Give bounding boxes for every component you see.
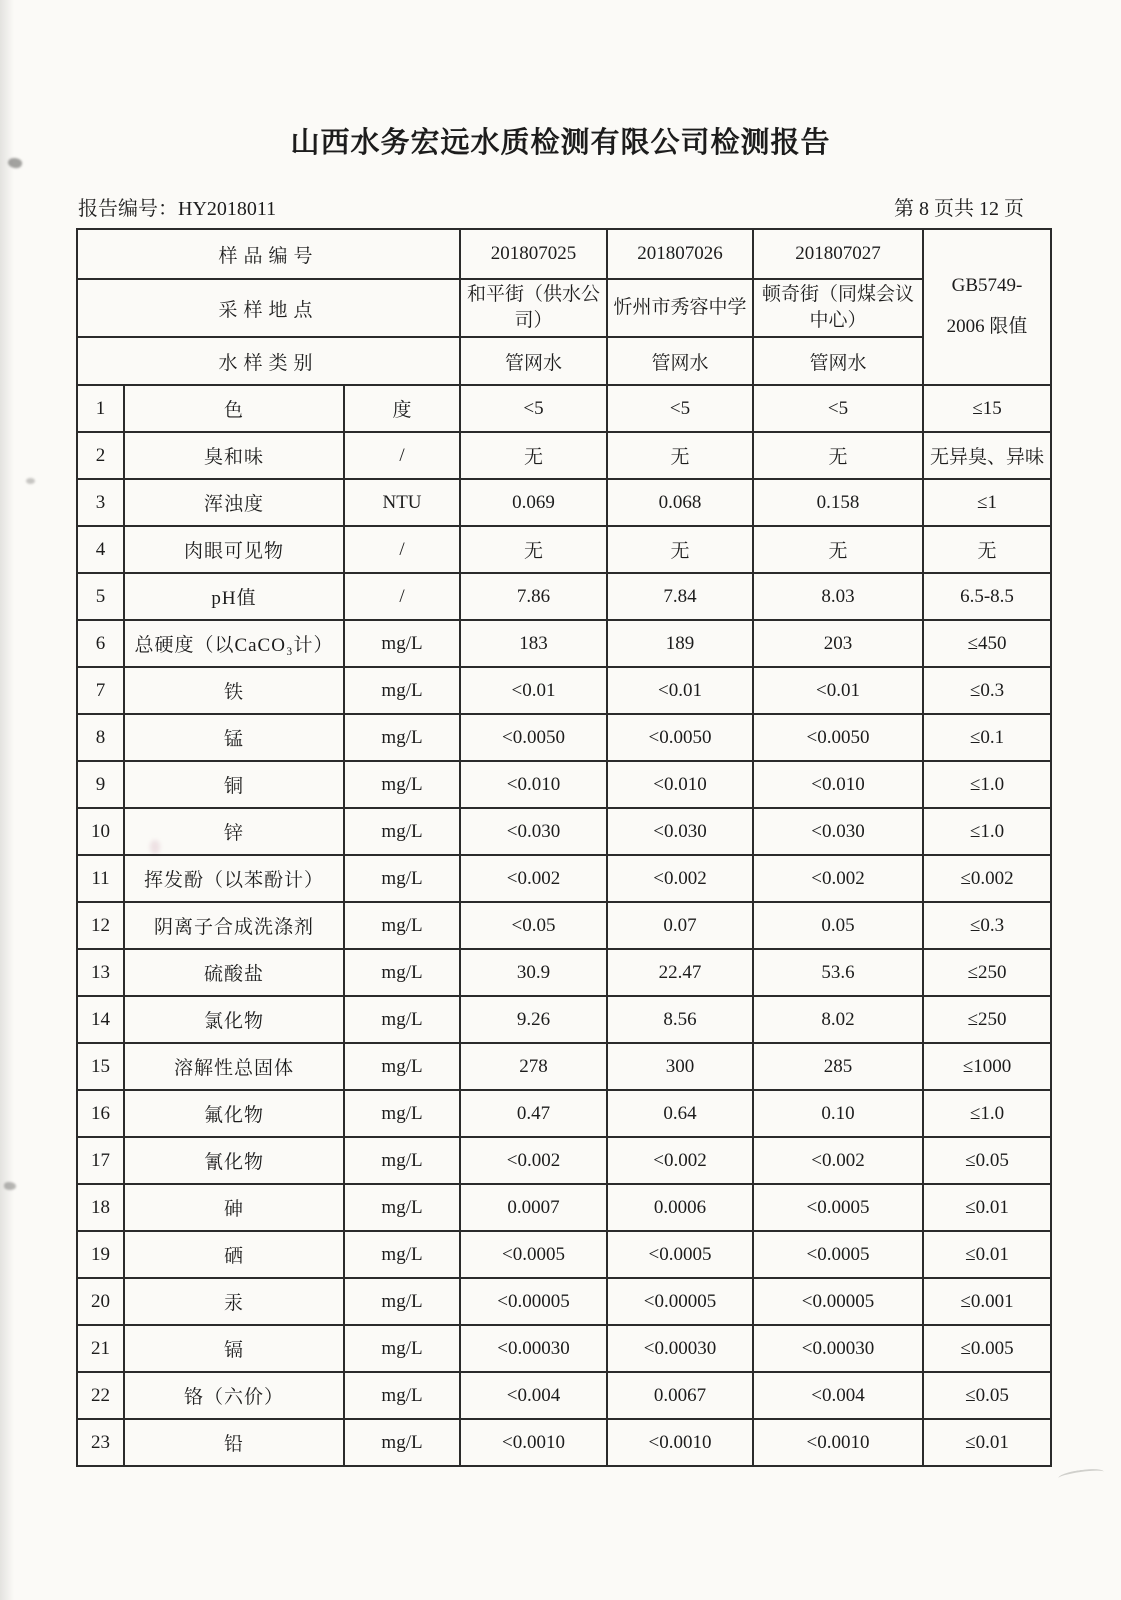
row-number: 7 xyxy=(77,667,124,714)
param-name: 镉 xyxy=(124,1325,344,1372)
row-number: 17 xyxy=(77,1137,124,1184)
report-number: 报告编号：HY2018011 xyxy=(78,198,277,220)
value-sample-2: <0.030 xyxy=(607,808,753,855)
param-name: 锰 xyxy=(124,714,344,761)
limit-value: ≤0.001 xyxy=(923,1278,1051,1325)
value-sample-3: <0.002 xyxy=(753,1137,923,1184)
table-row xyxy=(77,1184,1051,1231)
param-unit: mg/L xyxy=(344,902,460,949)
page-title: 山西水务宏远水质检测有限公司检测报告 xyxy=(290,127,831,159)
row-number: 12 xyxy=(77,902,124,949)
table-row xyxy=(77,1137,1051,1184)
table-row xyxy=(77,667,1051,714)
value-sample-3: <0.030 xyxy=(753,808,923,855)
limit-value: ≤15 xyxy=(923,385,1051,432)
param-unit: / xyxy=(344,526,460,573)
page-indicator: 第 8 页共 12 页 xyxy=(894,198,1024,220)
limit-value: ≤450 xyxy=(923,620,1051,667)
table-row xyxy=(77,479,1051,526)
row-number: 23 xyxy=(77,1419,124,1466)
value-sample-3: <0.0005 xyxy=(753,1231,923,1278)
value-sample-2: 无 xyxy=(607,526,753,573)
row-number: 5 xyxy=(77,573,124,620)
limit-value: ≤250 xyxy=(923,949,1051,996)
table-row xyxy=(77,949,1051,996)
value-sample-1: <0.0005 xyxy=(460,1231,607,1278)
value-sample-2: 8.56 xyxy=(607,996,753,1043)
limit-value: ≤0.01 xyxy=(923,1184,1051,1231)
value-sample-1: 278 xyxy=(460,1043,607,1090)
location-label: 采样地点 xyxy=(77,279,460,337)
value-sample-3: 无 xyxy=(753,432,923,479)
limit-value: ≤0.05 xyxy=(923,1372,1051,1419)
value-sample-3: <0.00030 xyxy=(753,1325,923,1372)
value-sample-2: 0.0067 xyxy=(607,1372,753,1419)
table-row xyxy=(77,1043,1051,1090)
limit-value: ≤0.3 xyxy=(923,902,1051,949)
row-number: 10 xyxy=(77,808,124,855)
scan-smudge xyxy=(4,1182,16,1190)
sample-id-2: 201807026 xyxy=(607,229,753,279)
scan-smudge xyxy=(1058,1467,1105,1483)
value-sample-3: 0.10 xyxy=(753,1090,923,1137)
row-number: 19 xyxy=(77,1231,124,1278)
table-row xyxy=(77,1090,1051,1137)
row-number: 2 xyxy=(77,432,124,479)
report-meta xyxy=(78,192,1024,221)
value-sample-2: <0.0005 xyxy=(607,1231,753,1278)
table-row xyxy=(77,1372,1051,1419)
value-sample-3: <0.0010 xyxy=(753,1419,923,1466)
value-sample-2: 0.068 xyxy=(607,479,753,526)
value-sample-3: <0.010 xyxy=(753,761,923,808)
value-sample-2: <0.0010 xyxy=(607,1419,753,1466)
value-sample-1: 0.47 xyxy=(460,1090,607,1137)
value-sample-1: <0.0010 xyxy=(460,1419,607,1466)
value-sample-2: <0.002 xyxy=(607,1137,753,1184)
header-row-location xyxy=(77,279,1051,337)
param-name: 阴离子合成洗涤剂 xyxy=(124,902,344,949)
param-unit: mg/L xyxy=(344,1231,460,1278)
table-row xyxy=(77,385,1051,432)
row-number: 8 xyxy=(77,714,124,761)
table-row xyxy=(77,573,1051,620)
param-name: 硒 xyxy=(124,1231,344,1278)
value-sample-3: <0.00005 xyxy=(753,1278,923,1325)
param-name: 铜 xyxy=(124,761,344,808)
water-type-3: 管网水 xyxy=(753,337,923,385)
table-row xyxy=(77,1419,1051,1466)
value-sample-2: 0.07 xyxy=(607,902,753,949)
value-sample-1: <0.00005 xyxy=(460,1278,607,1325)
param-unit: mg/L xyxy=(344,1043,460,1090)
value-sample-3: <0.002 xyxy=(753,855,923,902)
row-number: 6 xyxy=(77,620,124,667)
value-sample-1: 0.069 xyxy=(460,479,607,526)
results-table xyxy=(76,228,1052,1467)
limit-value: ≤0.002 xyxy=(923,855,1051,902)
param-name: 色 xyxy=(124,385,344,432)
table-row xyxy=(77,808,1051,855)
param-name: 臭和味 xyxy=(124,432,344,479)
value-sample-2: <0.002 xyxy=(607,855,753,902)
value-sample-1: <5 xyxy=(460,385,607,432)
row-number: 21 xyxy=(77,1325,124,1372)
param-unit: mg/L xyxy=(344,1137,460,1184)
value-sample-1: 无 xyxy=(460,526,607,573)
limit-value: ≤0.1 xyxy=(923,714,1051,761)
row-number: 16 xyxy=(77,1090,124,1137)
row-number: 9 xyxy=(77,761,124,808)
param-name: pH值 xyxy=(124,573,344,620)
value-sample-1: 30.9 xyxy=(460,949,607,996)
value-sample-2: 189 xyxy=(607,620,753,667)
value-sample-3: <0.01 xyxy=(753,667,923,714)
sample-id-3: 201807027 xyxy=(753,229,923,279)
value-sample-2: <0.01 xyxy=(607,667,753,714)
value-sample-2: <0.00005 xyxy=(607,1278,753,1325)
limit-value: ≤0.005 xyxy=(923,1325,1051,1372)
table-row xyxy=(77,1231,1051,1278)
param-unit: / xyxy=(344,573,460,620)
param-name: 汞 xyxy=(124,1278,344,1325)
value-sample-1: <0.030 xyxy=(460,808,607,855)
value-sample-2: <0.010 xyxy=(607,761,753,808)
param-unit: mg/L xyxy=(344,1372,460,1419)
limit-value: ≤250 xyxy=(923,996,1051,1043)
param-unit: NTU xyxy=(344,479,460,526)
row-number: 14 xyxy=(77,996,124,1043)
limit-value: ≤0.05 xyxy=(923,1137,1051,1184)
value-sample-3: 285 xyxy=(753,1043,923,1090)
value-sample-3: <0.004 xyxy=(753,1372,923,1419)
value-sample-1: 7.86 xyxy=(460,573,607,620)
limit-header-line1: GB5749- xyxy=(951,275,1023,297)
water-type-label: 水样类别 xyxy=(77,337,460,385)
row-number: 3 xyxy=(77,479,124,526)
value-sample-1: <0.00030 xyxy=(460,1325,607,1372)
param-unit: mg/L xyxy=(344,1419,460,1466)
value-sample-1: <0.01 xyxy=(460,667,607,714)
param-unit: mg/L xyxy=(344,808,460,855)
row-number: 22 xyxy=(77,1372,124,1419)
scan-edge-shadow xyxy=(0,0,14,1600)
value-sample-3: 8.02 xyxy=(753,996,923,1043)
limit-value: ≤0.01 xyxy=(923,1231,1051,1278)
table-header xyxy=(77,229,1051,385)
limit-value: ≤1.0 xyxy=(923,808,1051,855)
location-1: 和平街（供水公司） xyxy=(460,279,607,337)
value-sample-2: 0.0006 xyxy=(607,1184,753,1231)
limit-column-header xyxy=(923,229,1051,385)
table-row xyxy=(77,714,1051,761)
row-number: 20 xyxy=(77,1278,124,1325)
limit-value: ≤0.01 xyxy=(923,1419,1051,1466)
limit-header-line2: 2006 限值 xyxy=(946,316,1028,337)
limit-value: 无 xyxy=(923,526,1051,573)
param-name: 铅 xyxy=(124,1419,344,1466)
param-unit: mg/L xyxy=(344,620,460,667)
limit-value: ≤1.0 xyxy=(923,761,1051,808)
value-sample-1: <0.010 xyxy=(460,761,607,808)
value-sample-1: <0.05 xyxy=(460,902,607,949)
param-unit: mg/L xyxy=(344,761,460,808)
table-row xyxy=(77,1325,1051,1372)
table-row xyxy=(77,432,1051,479)
param-unit: mg/L xyxy=(344,1090,460,1137)
limit-value: 6.5-8.5 xyxy=(923,573,1051,620)
value-sample-3: 203 xyxy=(753,620,923,667)
param-unit: mg/L xyxy=(344,1325,460,1372)
param-unit: mg/L xyxy=(344,1278,460,1325)
param-unit: mg/L xyxy=(344,667,460,714)
param-unit: mg/L xyxy=(344,714,460,761)
value-sample-2: 22.47 xyxy=(607,949,753,996)
value-sample-2: <0.00030 xyxy=(607,1325,753,1372)
value-sample-1: 9.26 xyxy=(460,996,607,1043)
table-row xyxy=(77,1278,1051,1325)
param-unit: mg/L xyxy=(344,855,460,902)
header-row-water-type xyxy=(77,337,1051,385)
row-number: 11 xyxy=(77,855,124,902)
param-name: 砷 xyxy=(124,1184,344,1231)
param-unit: mg/L xyxy=(344,949,460,996)
value-sample-1: 183 xyxy=(460,620,607,667)
table-row xyxy=(77,902,1051,949)
value-sample-3: 53.6 xyxy=(753,949,923,996)
param-name: 挥发酚（以苯酚计） xyxy=(124,855,344,902)
value-sample-1: <0.002 xyxy=(460,1137,607,1184)
param-unit: mg/L xyxy=(344,996,460,1043)
table-row xyxy=(77,996,1051,1043)
param-name: 铬（六价） xyxy=(124,1372,344,1419)
header-row-sample-id xyxy=(77,229,1051,279)
table-body xyxy=(77,385,1051,1466)
param-unit: / xyxy=(344,432,460,479)
limit-value: ≤1 xyxy=(923,479,1051,526)
param-name: 铁 xyxy=(124,667,344,714)
location-3: 顿奇街（同煤会议中心） xyxy=(753,279,923,337)
value-sample-2: 无 xyxy=(607,432,753,479)
table-row xyxy=(77,526,1051,573)
value-sample-3: <0.0050 xyxy=(753,714,923,761)
limit-value: 无异臭、异味 xyxy=(923,432,1051,479)
value-sample-3: 8.03 xyxy=(753,573,923,620)
row-number: 18 xyxy=(77,1184,124,1231)
value-sample-3: <0.0005 xyxy=(753,1184,923,1231)
limit-value: ≤1000 xyxy=(923,1043,1051,1090)
value-sample-1: 0.0007 xyxy=(460,1184,607,1231)
value-sample-1: 无 xyxy=(460,432,607,479)
param-name: 溶解性总固体 xyxy=(124,1043,344,1090)
value-sample-3: 0.158 xyxy=(753,479,923,526)
row-number: 15 xyxy=(77,1043,124,1090)
sample-id-1: 201807025 xyxy=(460,229,607,279)
param-name: 总硬度（以CaCO₃计） xyxy=(124,620,344,667)
param-name: 氟化物 xyxy=(124,1090,344,1137)
value-sample-1: <0.002 xyxy=(460,855,607,902)
row-number: 13 xyxy=(77,949,124,996)
water-type-1: 管网水 xyxy=(460,337,607,385)
param-name: 浑浊度 xyxy=(124,479,344,526)
param-name: 氰化物 xyxy=(124,1137,344,1184)
limit-value: ≤1.0 xyxy=(923,1090,1051,1137)
value-sample-3: <5 xyxy=(753,385,923,432)
value-sample-1: <0.004 xyxy=(460,1372,607,1419)
value-sample-2: 300 xyxy=(607,1043,753,1090)
table-row xyxy=(77,620,1051,667)
limit-header-gap xyxy=(926,298,1048,316)
location-2: 忻州市秀容中学 xyxy=(607,279,753,337)
row-number: 1 xyxy=(77,385,124,432)
water-type-2: 管网水 xyxy=(607,337,753,385)
param-name: 硫酸盐 xyxy=(124,949,344,996)
param-name: 锌 xyxy=(124,808,344,855)
value-sample-3: 无 xyxy=(753,526,923,573)
value-sample-2: 0.64 xyxy=(607,1090,753,1137)
param-name: 肉眼可见物 xyxy=(124,526,344,573)
limit-value: ≤0.3 xyxy=(923,667,1051,714)
value-sample-3: 0.05 xyxy=(753,902,923,949)
row-number: 4 xyxy=(77,526,124,573)
value-sample-2: <5 xyxy=(607,385,753,432)
value-sample-2: <0.0050 xyxy=(607,714,753,761)
table-row xyxy=(77,761,1051,808)
scan-smudge xyxy=(26,478,35,484)
param-unit: mg/L xyxy=(344,1184,460,1231)
sample-id-label: 样品编号 xyxy=(77,229,460,279)
value-sample-1: <0.0050 xyxy=(460,714,607,761)
value-sample-2: 7.84 xyxy=(607,573,753,620)
param-name: 氯化物 xyxy=(124,996,344,1043)
table-row xyxy=(77,855,1051,902)
param-unit: 度 xyxy=(344,385,460,432)
